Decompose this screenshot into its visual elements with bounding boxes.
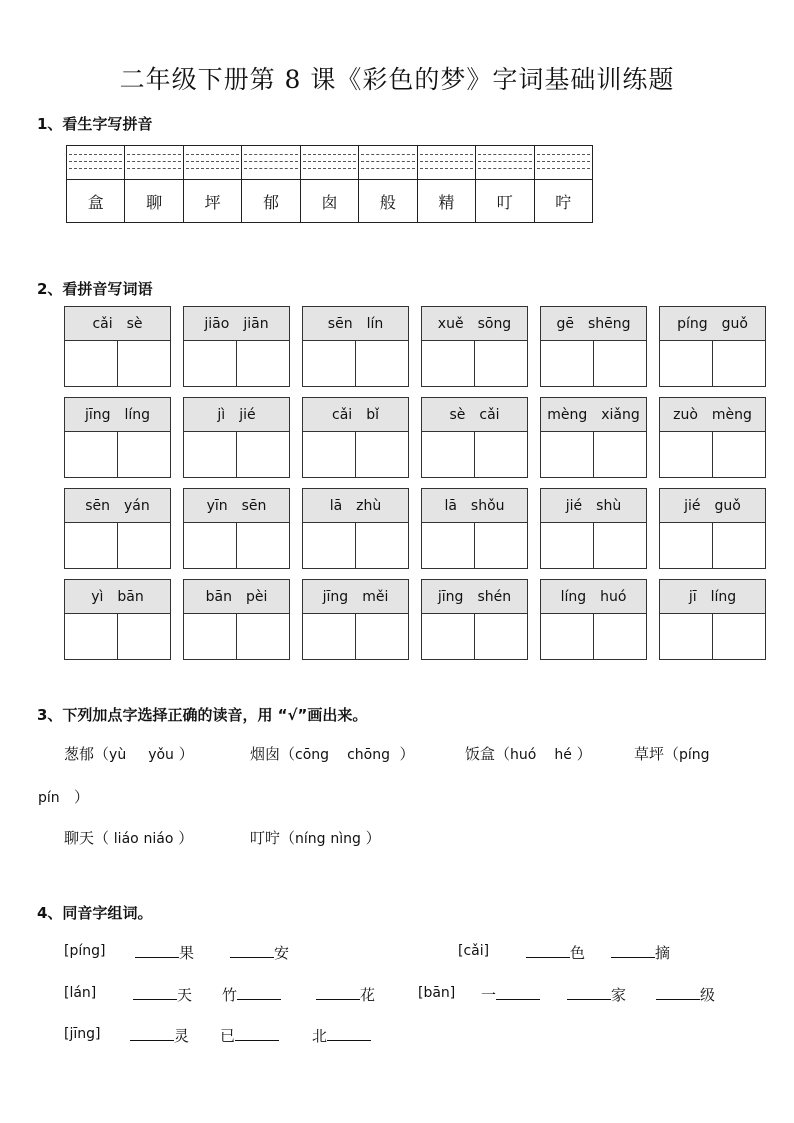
reading-choice-item: 草坪（píng [634, 745, 710, 763]
char-writing-box[interactable] [713, 523, 765, 568]
pinyin-answer-field[interactable] [359, 146, 416, 180]
char-writing-box[interactable] [422, 432, 475, 477]
pinyin-syllable: sè [449, 406, 466, 423]
char-writing-box[interactable] [660, 341, 713, 386]
pinyin-syllable: lā [329, 497, 343, 514]
pinyin-syllable: guǒ [714, 497, 741, 514]
writing-boxes [541, 341, 646, 386]
char-column [418, 146, 476, 222]
char-writing-box[interactable] [660, 432, 713, 477]
pinyin-syllable: lín [366, 315, 384, 332]
answer-blank[interactable] [526, 943, 570, 958]
pinyin-syllable: jiān [243, 315, 269, 332]
pinyin-syllable: sè [126, 315, 143, 332]
char-writing-box[interactable] [713, 432, 765, 477]
reading-option[interactable]: chōng [347, 747, 390, 763]
char-writing-box[interactable] [541, 341, 594, 386]
char-writing-box[interactable] [356, 523, 408, 568]
pinyin-label [65, 398, 170, 432]
char-writing-box[interactable] [475, 432, 527, 477]
writing-boxes [184, 614, 289, 659]
char-cell: 囱 [321, 192, 338, 212]
char-writing-box[interactable] [475, 341, 527, 386]
word: 饭盒 [465, 745, 496, 763]
pinyin-syllable: cǎi [92, 315, 113, 332]
char-cell: 郁 [263, 192, 280, 212]
reading-option[interactable]: nìng [330, 831, 361, 847]
pinyin-syllable: jié [565, 497, 583, 514]
writing-boxes [541, 614, 646, 659]
writing-boxes [303, 341, 408, 386]
answer-blank[interactable] [235, 1026, 279, 1041]
word-cell [183, 579, 290, 660]
char-writing-box[interactable] [541, 523, 594, 568]
word-cell [540, 306, 647, 387]
char-writing-box[interactable] [422, 341, 475, 386]
pinyin-syllable: líng [560, 588, 587, 605]
word: 烟囱 [250, 745, 281, 763]
answer-blank[interactable] [135, 943, 179, 958]
writing-boxes [541, 432, 646, 477]
writing-boxes [303, 432, 408, 477]
word-cell [659, 306, 766, 387]
char-writing-box[interactable] [184, 614, 237, 659]
char-writing-box[interactable] [237, 523, 289, 568]
pinyin-syllable: xiǎng [601, 406, 640, 423]
answer-blank[interactable] [567, 985, 611, 1000]
word-cell [64, 579, 171, 660]
char-writing-box[interactable] [422, 614, 475, 659]
pinyin-syllable: lā [444, 497, 457, 514]
pinyin-label [541, 489, 646, 523]
reading-option[interactable]: huó [510, 747, 537, 763]
reading-choice-item: 葱郁（yù yǒu ） [64, 745, 194, 763]
homophone-pinyin: [lán] [64, 985, 97, 1001]
char-writing-box[interactable] [118, 523, 170, 568]
char-column [125, 146, 183, 222]
pinyin-syllable: shù [596, 497, 622, 514]
pinyin-label [422, 580, 527, 614]
word-cell [64, 488, 171, 569]
fill-blank-item: 花 [316, 984, 375, 1005]
pinyin-label [65, 580, 170, 614]
writing-boxes [184, 432, 289, 477]
reading-choice-item: 烟囱（cōng chōng ） [250, 745, 415, 763]
char-column [535, 146, 592, 222]
reading-option[interactable]: cōng [295, 747, 330, 763]
word-cell [302, 488, 409, 569]
char-writing-box[interactable] [475, 523, 527, 568]
pinyin-syllable: jīng [322, 588, 349, 605]
char-column [184, 146, 242, 222]
writing-boxes [303, 614, 408, 659]
reading-choice-item-cont: pín ） [38, 788, 89, 806]
pinyin-syllable: yì [91, 588, 104, 605]
writing-boxes [660, 523, 765, 568]
pinyin-syllable: bǐ [366, 406, 379, 423]
char-writing-box[interactable] [594, 614, 646, 659]
pinyin-label [541, 580, 646, 614]
pinyin-answer-field[interactable] [242, 146, 299, 180]
word-cell [540, 488, 647, 569]
word-cell [302, 397, 409, 478]
writing-boxes [422, 432, 527, 477]
pinyin-syllable: píng [677, 315, 708, 332]
answer-blank[interactable] [496, 985, 540, 1000]
reading-option[interactable]: píng [679, 747, 710, 763]
reading-option[interactable]: liáo [113, 831, 139, 847]
writing-boxes [422, 523, 527, 568]
char-writing-box[interactable] [237, 341, 289, 386]
char-writing-box[interactable] [356, 341, 408, 386]
reading-choice-item: 叮咛（níng nìng ） [250, 829, 381, 847]
page-title: 二年级下册第 8 课《彩色的梦》字词基础训练题 [119, 65, 675, 94]
writing-boxes [65, 341, 170, 386]
pinyin-syllable: pèi [245, 588, 268, 605]
pinyin-answer-field[interactable] [125, 146, 182, 180]
pinyin-syllable: sēn [241, 497, 267, 514]
pinyin-label [422, 489, 527, 523]
reading-option[interactable]: níng [295, 831, 326, 847]
pinyin-syllable: mèng [711, 406, 752, 423]
fill-blank-item: 已 [220, 1025, 279, 1046]
word-cell [183, 306, 290, 387]
char-writing-box[interactable] [237, 432, 289, 477]
pinyin-syllable: xuě [437, 315, 464, 332]
fill-blank-item: 一 [481, 984, 540, 1005]
pinyin-syllable: bān [205, 588, 232, 605]
word-cell [421, 488, 528, 569]
pinyin-label [660, 489, 765, 523]
pinyin-syllable: jié [684, 497, 701, 514]
pinyin-syllable: sōng [477, 315, 512, 332]
pinyin-label [65, 307, 170, 341]
char-writing-box[interactable] [422, 523, 475, 568]
char-column [242, 146, 300, 222]
writing-boxes [184, 341, 289, 386]
writing-boxes [65, 523, 170, 568]
pinyin-label [660, 580, 765, 614]
pinyin-syllable: shēng [587, 315, 631, 332]
writing-boxes [541, 523, 646, 568]
answer-blank[interactable] [656, 985, 700, 1000]
section2-heading: 2、看拼音写词语 [37, 280, 153, 298]
pinyin-syllable: jì [217, 406, 226, 423]
char-writing-box[interactable] [356, 432, 408, 477]
fill-blank-item: 北 [312, 1025, 371, 1046]
pinyin-write-table [66, 145, 593, 223]
char-writing-box[interactable] [303, 432, 356, 477]
homophone-pinyin: [píng] [64, 943, 106, 959]
char-column [476, 146, 534, 222]
section4-heading: 4、同音字组词。 [37, 904, 153, 922]
pinyin-syllable: sēn [85, 497, 111, 514]
answer-blank[interactable] [237, 985, 281, 1000]
word: 葱郁 [64, 745, 95, 763]
answer-blank[interactable] [130, 1026, 174, 1041]
pinyin-syllable: sēn [327, 315, 353, 332]
word-cell [659, 397, 766, 478]
writing-boxes [65, 614, 170, 659]
pinyin-answer-field[interactable] [184, 146, 241, 180]
writing-boxes [422, 341, 527, 386]
char-writing-box[interactable] [475, 614, 527, 659]
pinyin-answer-field[interactable] [418, 146, 475, 180]
char-writing-box[interactable] [356, 614, 408, 659]
answer-blank[interactable] [133, 985, 177, 1000]
pinyin-label [303, 489, 408, 523]
writing-boxes [184, 523, 289, 568]
pinyin-syllable: yīn [206, 497, 228, 514]
word: 草坪 [634, 745, 665, 763]
pinyin-label [660, 398, 765, 432]
word-cell [302, 306, 409, 387]
pinyin-label [303, 580, 408, 614]
fill-blank-item: 安 [230, 942, 289, 963]
pinyin-label [422, 307, 527, 341]
answer-blank[interactable] [611, 943, 655, 958]
fill-blank-item: 竹 [222, 984, 281, 1005]
homophone-pinyin: [cǎi] [458, 943, 490, 959]
pinyin-syllable: zuò [673, 406, 698, 423]
char-cell: 咛 [555, 192, 572, 212]
char-writing-box[interactable] [541, 614, 594, 659]
answer-blank[interactable] [327, 1026, 371, 1041]
char-writing-box[interactable] [184, 432, 237, 477]
pinyin-syllable: guǒ [721, 315, 748, 332]
word-cell [421, 397, 528, 478]
char-column [301, 146, 359, 222]
word-cell [183, 488, 290, 569]
word-cell [183, 397, 290, 478]
char-cell: 般 [379, 192, 396, 212]
word-cell [64, 306, 171, 387]
pinyin-syllable: cǎi [332, 406, 353, 423]
char-writing-box[interactable] [65, 341, 118, 386]
char-writing-box[interactable] [118, 614, 170, 659]
pinyin-answer-field[interactable] [67, 146, 124, 180]
pinyin-syllable: jīng [437, 588, 464, 605]
writing-boxes [660, 614, 765, 659]
fill-blank-item: 灵 [130, 1025, 189, 1046]
fill-blank-item: 级 [656, 984, 715, 1005]
char-writing-box[interactable] [184, 341, 237, 386]
pinyin-label [184, 398, 289, 432]
char-writing-box[interactable] [118, 432, 170, 477]
pinyin-label [65, 489, 170, 523]
word-cell [64, 397, 171, 478]
pinyin-syllable: gē [556, 315, 574, 332]
char-writing-box[interactable] [237, 614, 289, 659]
char-writing-box[interactable] [184, 523, 237, 568]
pinyin-label [660, 307, 765, 341]
char-writing-box[interactable] [303, 341, 356, 386]
pinyin-syllable: jī [688, 588, 697, 605]
word-cell [659, 488, 766, 569]
pinyin-syllable: shén [477, 588, 512, 605]
fill-blank-item: 天 [133, 984, 192, 1005]
char-writing-box[interactable] [303, 614, 356, 659]
pinyin-label [184, 489, 289, 523]
word-cell [421, 306, 528, 387]
writing-boxes [303, 523, 408, 568]
reading-option[interactable]: yǒu [148, 747, 174, 763]
char-cell: 坪 [204, 192, 221, 212]
pinyin-syllable: líng [124, 406, 151, 423]
section3-heading: 3、下列加点字选择正确的读音，用 “√”画出来。 [37, 706, 368, 724]
char-writing-box[interactable] [118, 341, 170, 386]
pinyin-label [541, 307, 646, 341]
char-column [359, 146, 417, 222]
pinyin-syllable: jīng [84, 406, 111, 423]
reading-option[interactable]: pín [38, 790, 60, 806]
answer-blank[interactable] [316, 985, 360, 1000]
pinyin-syllable: bān [117, 588, 144, 605]
homophone-pinyin: [jīng] [64, 1026, 101, 1042]
char-writing-box[interactable] [65, 614, 118, 659]
word: 聊天 [64, 829, 95, 847]
reading-choice-item: 饭盒（huó hé ） [465, 745, 592, 763]
pinyin-label [541, 398, 646, 432]
char-writing-box[interactable] [594, 523, 646, 568]
char-cell: 精 [438, 192, 455, 212]
pinyin-syllable: shǒu [470, 497, 505, 514]
reading-choice-item: 聊天（ liáo niáo ） [64, 829, 194, 847]
pinyin-syllable: huó [600, 588, 627, 605]
word-cell [302, 579, 409, 660]
pinyin-syllable: mèng [547, 406, 588, 423]
answer-blank[interactable] [230, 943, 274, 958]
char-cell: 聊 [146, 192, 163, 212]
char-writing-box[interactable] [660, 523, 713, 568]
pinyin-label [184, 307, 289, 341]
word-writing-grid [64, 306, 766, 660]
pinyin-syllable: yán [124, 497, 150, 514]
char-cell: 盒 [87, 192, 104, 212]
fill-blank-item: 家 [567, 984, 626, 1005]
pinyin-syllable: líng [710, 588, 737, 605]
pinyin-syllable: jiāo [204, 315, 230, 332]
pinyin-label [303, 307, 408, 341]
pinyin-answer-field[interactable] [301, 146, 358, 180]
char-writing-box[interactable] [660, 614, 713, 659]
fill-blank-item: 果 [135, 942, 194, 963]
pinyin-answer-field[interactable] [476, 146, 533, 180]
pinyin-syllable: cǎi [479, 406, 500, 423]
word-cell [659, 579, 766, 660]
pinyin-answer-field[interactable] [535, 146, 592, 180]
pinyin-syllable: jié [239, 406, 256, 423]
pinyin-label [184, 580, 289, 614]
pinyin-label [422, 398, 527, 432]
char-writing-box[interactable] [713, 341, 765, 386]
word-cell [421, 579, 528, 660]
char-writing-box[interactable] [65, 432, 118, 477]
char-writing-box[interactable] [541, 432, 594, 477]
reading-option[interactable]: hé [554, 747, 572, 763]
writing-boxes [660, 432, 765, 477]
pinyin-syllable: měi [362, 588, 389, 605]
char-writing-box[interactable] [303, 523, 356, 568]
char-column [67, 146, 125, 222]
char-writing-box[interactable] [713, 614, 765, 659]
writing-boxes [660, 341, 765, 386]
writing-boxes [422, 614, 527, 659]
reading-option[interactable]: yù [109, 747, 127, 763]
char-writing-box[interactable] [594, 341, 646, 386]
section1-heading: 1、看生字写拼音 [37, 115, 153, 133]
pinyin-label [303, 398, 408, 432]
reading-option[interactable]: niáo [143, 831, 174, 847]
char-cell: 叮 [496, 192, 513, 212]
word: 叮咛 [250, 829, 281, 847]
char-writing-box[interactable] [594, 432, 646, 477]
writing-boxes [65, 432, 170, 477]
homophone-pinyin: [bān] [418, 985, 456, 1001]
char-writing-box[interactable] [65, 523, 118, 568]
fill-blank-item: 摘 [611, 942, 670, 963]
word-cell [540, 397, 647, 478]
pinyin-syllable: zhù [356, 497, 382, 514]
word-cell [540, 579, 647, 660]
fill-blank-item: 色 [526, 942, 585, 963]
